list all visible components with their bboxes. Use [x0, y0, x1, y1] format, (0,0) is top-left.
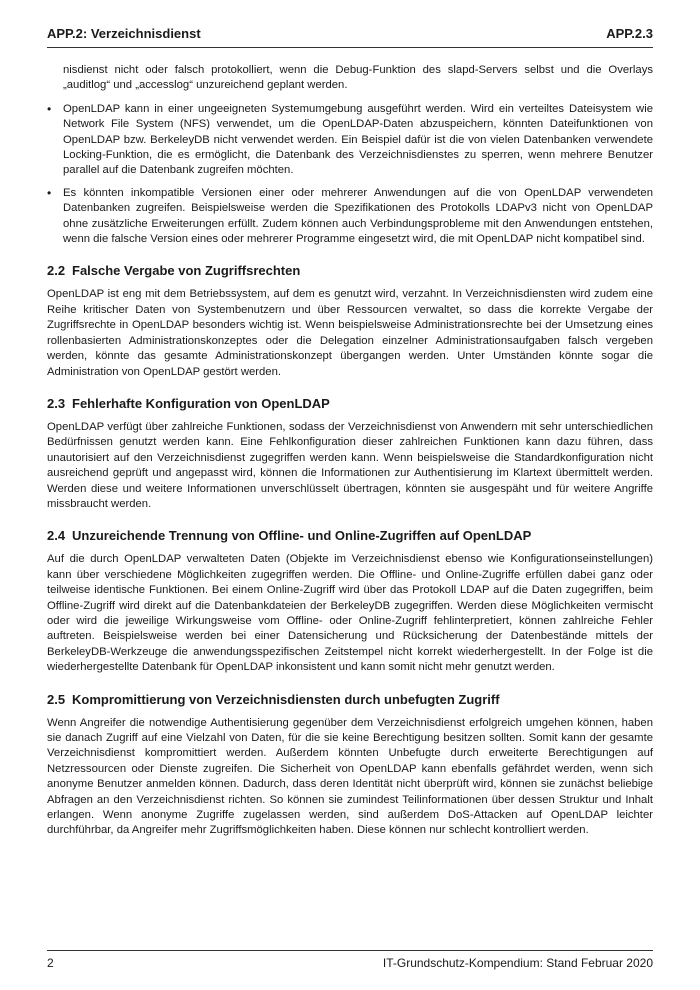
- bullet-item: • OpenLDAP kann in einer ungeeigneten Systemumgebung ausgeführt werden. Wird ein verteiltes Dateisystem wie Network File System (NFS) verwendet, um die OpenLDAP-Daten abzuspeichern, könnten Dateifunktionen von OpenLDAP bzw. BerkeleyDB nicht verwendet werden. Ein Beispiel dafür ist die von vielen Datenbanken verwendete Locking-Funktion, die es ermöglicht, die Datenbank des Verzeichnisdienstes zu sperren, wenn mehrere Benutzer parallel auf die Datenbank zugreifen möchten.: [47, 102, 653, 179]
- page-header: [47, 26, 653, 48]
- section-2-3: [47, 396, 653, 512]
- bullet-item: • Es könnten inkompatible Versionen einer oder mehrerer Anwendungen auf die von OpenLDAP verwendeten Datenbanken zugreifen. Beispielsweise werden die Spezifikationen des Protokolls LDAPv3 nicht von OpenLDAP ohne zusätzliche Erweiterungen erfüllt. Zudem können auch Verbindungsprobleme mit den Anwendungen entstehen, wenn die falsche Version eines oder mehrerer Programme eingesetzt wird, die mit OpenLDAP nicht kompatibel sind.: [47, 186, 653, 248]
- header-chapter: APP.2: Verzeichnisdienst: [47, 26, 201, 41]
- section-heading: [47, 692, 653, 708]
- section-number: 2.4: [47, 528, 66, 544]
- section-number: 2.3: [47, 395, 66, 411]
- section-text: Wenn Angreifer die notwendige Authentisierung gegenüber dem Verzeichnisdienst erfolgreich umgehen können, haben sie danach Zugriff auf eine Vielzahl von Daten, für die sie keine Berechtigung besitzen sollten. Somit kann der gesamte Verzeichnisdienst kompromittiert werden. Außerdem könnten Unbefugte durch erweiterte Berechtigungen auf Netzressourcen oder Dienste zugreifen. Die Sicherheit von OpenLDAP kann ebenfalls gefährdet werden, wenn sich anonyme Benutzer anmelden können. Dadurch, dass deren Identität nicht überprüft wird, können sie zunächst beliebige Abfragen an den Verzeichnisdienst richten. So können sie zumindest Teilinformationen über dessen Struktur und Inhalt erlangen. Wenn anonyme Zugriffe zugelassen werden, sind außerdem DoS-Attacken auf OpenLDAP leichter durchführbar, da Angreifer mehr Zugriffsmöglichkeiten haben. Diese können nur schlecht kontrolliert werden.: [47, 716, 653, 837]
- threat-bullet-list: [47, 102, 653, 248]
- section-title: Fehlerhafte Konfiguration von OpenLDAP: [72, 395, 330, 411]
- section-number: 2.5: [47, 691, 66, 707]
- section-heading: [47, 396, 653, 412]
- section-heading: [47, 263, 653, 279]
- section-2-5: [47, 692, 653, 839]
- section-text: OpenLDAP verfügt über zahlreiche Funktionen, sodass der Verzeichnisdienst von Anwendern mit sehr unterschiedlichen Bedürfnissen genutzt werden kann. Eine Fehlkonfiguration dieser zahlreichen Funktionen kann dazu führen, dass unautorisiert auf den Verzeichnisdienst zugegriffen werden kann. Wenn beispielsweise die Standardkonfiguration nicht ausreichend geprüft und angepasst wird, können die Informationen zur Authentisierung im Klartext übermittelt werden. Werden diese und weitere Informationen unverschlüsselt übertragen, könnten sie ausgespäht und für weitere Angriffe missbraucht werden.: [47, 420, 653, 510]
- section-text: Auf die durch OpenLDAP verwalteten Daten (Objekte im Verzeichnisdienst ebenso wie Konfigurationseinstellungen) kann über verschiedene Möglichkeiten zugegriffen werden. Die Offline- und Online-Zugriffe erfüllen dabei ganz oder teilweise identische Funktionen. Bei einem Online-Zugriff wird über das Protokoll LDAP auf die Daten zugegriffen, beim Offline-Zugriff wird direkt auf die Datenbankdateien der BerkeleyDB zugegriffen. Werden diese Möglichkeiten vermischt oder wird die jeweilige Wirkungsweise vom Offline- oder Online-Zugriff fehlinterpretiert, können zahlreiche Fehler auftreten. Beispielsweise werden bei einer Datensicherung und Rücksicherung der Datenbestände mittels der BerkeleyDB-Werkzeuge die anwendungsspezifischen Zeitstempel nicht korrekt wiederhergestellt. In der Folge ist die wiederhergestellte Datenbank für OpenLDAP inkonsistent und kann somit nicht mehr genutzt werden.: [47, 553, 653, 674]
- section-title: Unzureichende Trennung von Offline- und Online-Zugriffen auf OpenLDAP: [72, 528, 532, 544]
- section-2-4: [47, 528, 653, 675]
- section-text: OpenLDAP ist eng mit dem Betriebssystem, auf dem es genutzt wird, verzahnt. In Verzeichnisdiensten wird zudem eine Reihe kritischer Daten von Systembenutzern und über Ressourcen verwaltet, so dass die korrekte Vergabe der Zugriffsrechte in OpenLDAP besonders wichtig ist. Wenn beispielsweise Administrationsrechte bei der Umsetzung eines rollenbasierten Administrationskonzeptes oder die Delegation einzelner Administrationsaufgaben falsch vergeben werden, könnte das gesamte Administrationskonzept übergangen werden. Unter Umständen könnte sogar die Administration von OpenLDAP gestört werden.: [47, 288, 653, 378]
- publication-info: IT-Grundschutz-Kompendium: Stand Februar 2020: [382, 956, 653, 970]
- section-2-2: [47, 263, 653, 379]
- page-footer: [47, 950, 653, 970]
- section-title: Falsche Vergabe von Zugriffsrechten: [72, 263, 301, 279]
- page-number: 2: [47, 956, 54, 970]
- section-number: 2.2: [47, 263, 66, 279]
- header-module-id: APP.2.3: [606, 26, 653, 41]
- section-heading: [47, 528, 653, 544]
- intro-continuation: nisdienst nicht oder falsch protokolliert, wenn die Debug-Funktion des slapd-Servers selbst und die Overlays „auditlog“ und „accesslog“ unzureichend geplant werden.: [63, 64, 653, 92]
- section-title: Kompromittierung von Verzeichnisdiensten durch unbefugten Zugriff: [72, 691, 500, 707]
- page-content: [47, 63, 653, 847]
